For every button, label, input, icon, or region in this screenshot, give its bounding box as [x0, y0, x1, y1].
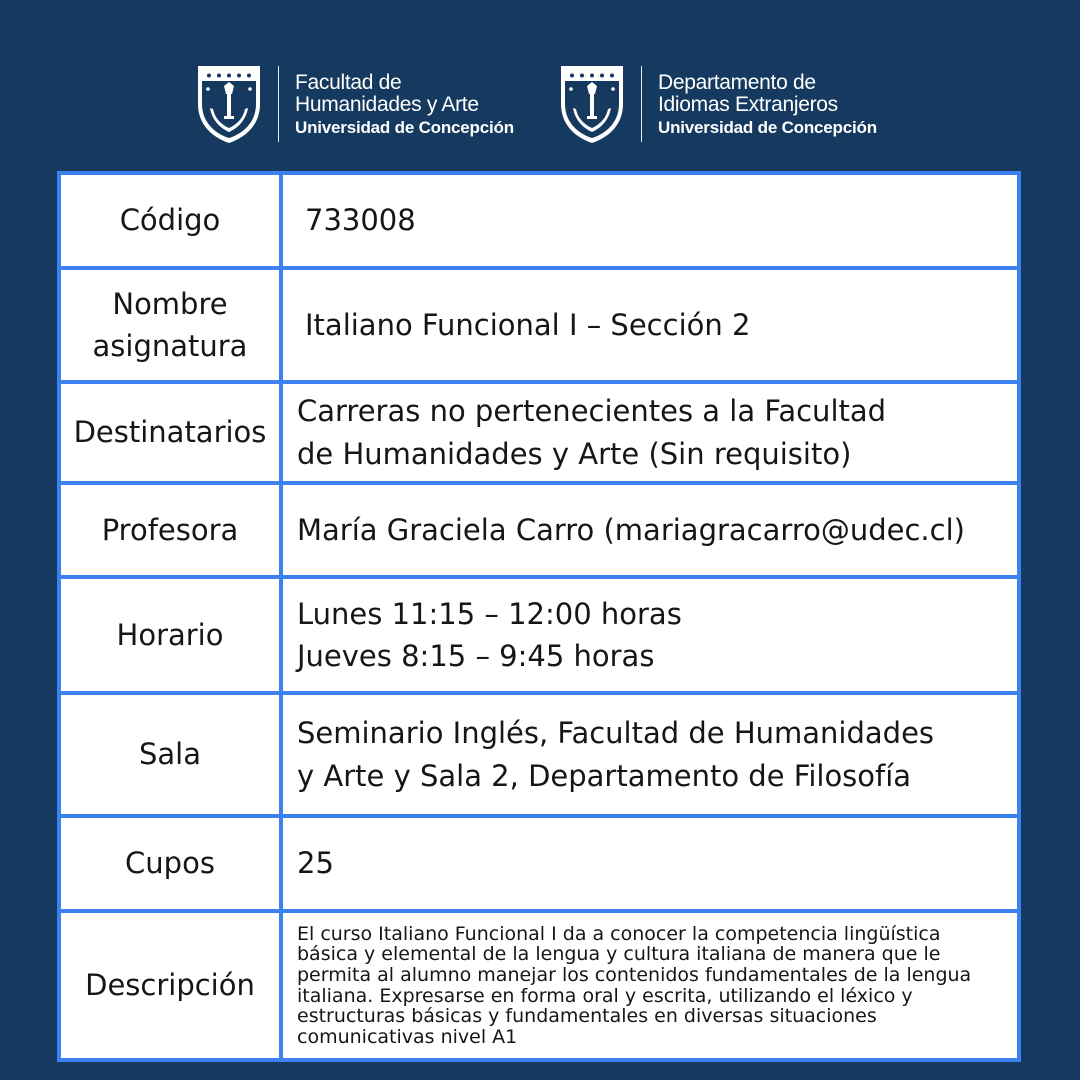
value-sala	[281, 693, 1019, 816]
value-horario	[281, 577, 1019, 693]
course-info-table	[57, 171, 1021, 1062]
table-row-destinatarios	[59, 382, 1019, 483]
value-cupos: 25	[281, 816, 1019, 911]
faculty-name	[295, 72, 514, 137]
value-descripcion: El curso Italiano Funcional I da a conocer la competencia lingüística básica y elemental de la lengua y cultura italiana de manera que le permita al alumno manejar los contenidos fundamentales de la lengua italiana. Expresarse en forma oral y escrita, utilizando el léxico y estructuras básicas y fundamentales en diversas situaciones comunicativas nivel A1	[281, 911, 1019, 1060]
university-crest-icon	[559, 64, 625, 144]
label-nombre-line2: asignatura	[92, 329, 248, 363]
table-row-horario	[59, 577, 1019, 693]
brand-divider	[278, 66, 279, 142]
table-row-sala	[59, 693, 1019, 816]
table-row-nombre	[59, 268, 1019, 382]
department-brand	[559, 62, 877, 146]
faculty-brand	[196, 62, 514, 146]
table-row-cupos	[59, 816, 1019, 911]
value-destinatarios-line2: de Humanidades y Arte (Sin requisito)	[297, 436, 852, 471]
label-descripcion: Descripción	[59, 911, 281, 1060]
table-row-descripcion	[59, 911, 1019, 1060]
value-destinatarios	[281, 382, 1019, 483]
table-row-profesora	[59, 483, 1019, 577]
value-horario-line1: Lunes 11:15 – 12:00 horas	[297, 596, 682, 631]
label-codigo: Código	[59, 173, 281, 268]
value-sala-line2: y Arte y Sala 2, Departamento de Filosofía	[297, 758, 912, 793]
label-sala: Sala	[59, 693, 281, 816]
faculty-line2: Humanidades y Arte	[295, 92, 479, 116]
value-sala-line1: Seminario Inglés, Facultad de Humanidades	[297, 716, 935, 751]
university-name: Universidad de Concepción	[658, 117, 877, 137]
value-horario-line2: Jueves 8:15 – 9:45 horas	[297, 639, 655, 673]
value-nombre: Italiano Funcional I – Sección 2	[281, 268, 1019, 382]
value-codigo: 733008	[281, 173, 1019, 268]
brand-divider	[641, 66, 642, 142]
university-name: Universidad de Concepción	[295, 117, 514, 137]
table-row-codigo	[59, 173, 1019, 268]
header	[0, 62, 1080, 152]
value-destinatarios-line1: Carreras no pertenecientes a la Facultad	[297, 394, 887, 429]
faculty-line1: Facultad de	[295, 70, 402, 94]
department-name	[658, 72, 877, 137]
label-destinatarios: Destinatarios	[59, 382, 281, 483]
department-line1: Departamento de	[658, 70, 816, 94]
label-profesora: Profesora	[59, 483, 281, 577]
label-cupos: Cupos	[59, 816, 281, 911]
department-line2: Idiomas Extranjeros	[658, 92, 838, 116]
label-nombre-line1: Nombre	[112, 286, 228, 321]
value-profesora: María Graciela Carro (mariagracarro@udec.cl)	[281, 483, 1019, 577]
university-crest-icon	[196, 64, 262, 144]
label-nombre	[59, 268, 281, 382]
label-horario: Horario	[59, 577, 281, 693]
